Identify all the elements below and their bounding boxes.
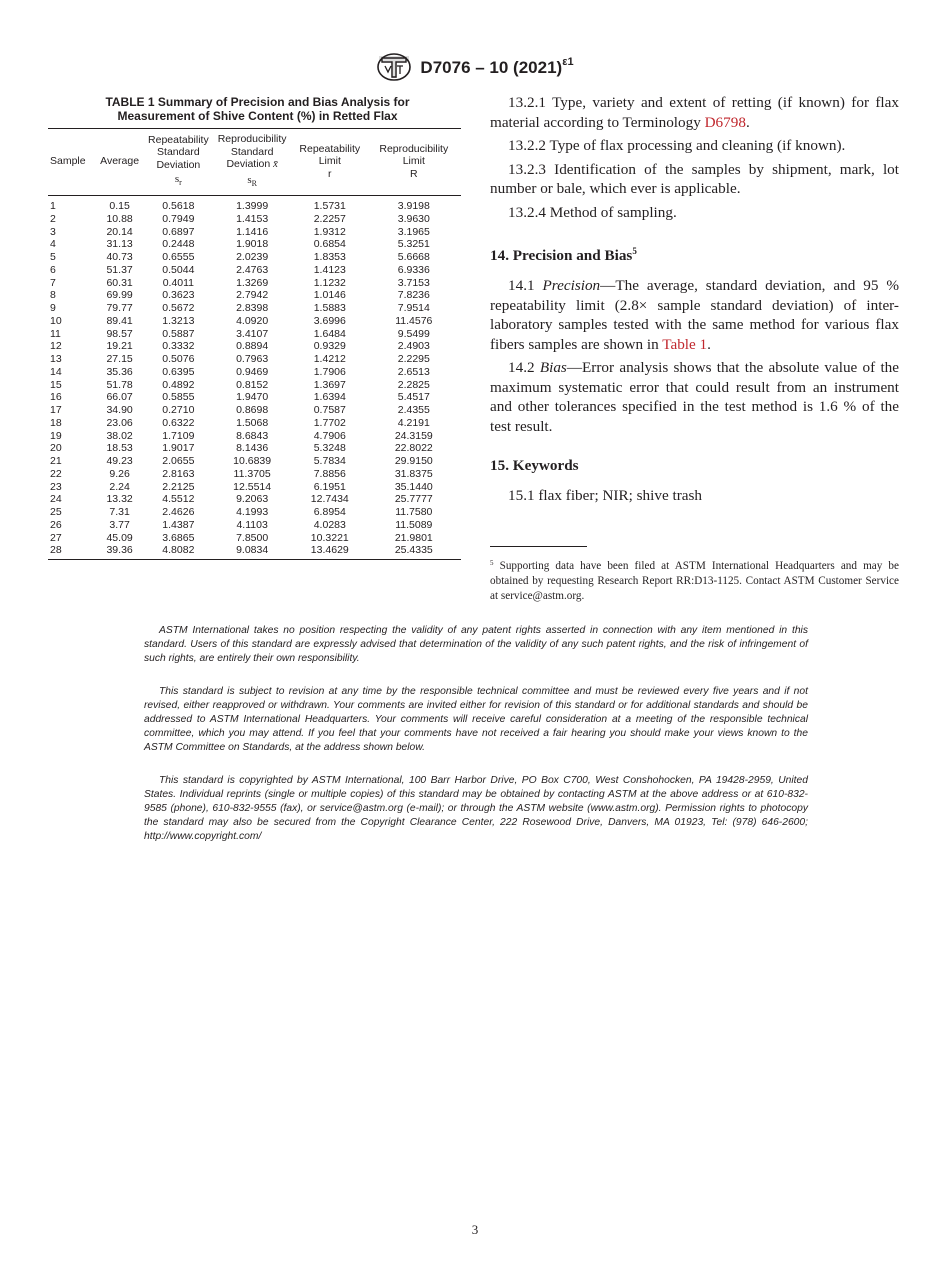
section-14-heading: 14. Precision and Bias$^5$ [490, 246, 637, 264]
table-cell: 4.0283 [313, 518, 346, 531]
table-cell: 0.6555 [162, 251, 195, 264]
table-cell: 3.9198 [397, 200, 430, 213]
table-cell: 0.7587 [313, 404, 346, 417]
table-cell: 0.4892 [162, 378, 195, 391]
table-cell: 79.77 [106, 302, 133, 315]
table-cell: 1.5731 [313, 200, 346, 213]
table-cell: 9.5499 [397, 327, 430, 340]
table-cell: 0.4011 [162, 276, 195, 289]
table-title: TABLE 1 Summary of Precision and Bias Analysis for Measurement of Shive Content (%) in Retted Flax [105, 95, 410, 123]
table-cell: 1.5068 [236, 416, 269, 429]
table-cell: 31.13 [106, 238, 133, 251]
table-cell: 69.99 [106, 289, 133, 302]
table-cell: 4.0920 [236, 314, 269, 327]
table-cell: 1.0146 [313, 289, 346, 302]
table-row [48, 506, 461, 519]
table-cell: 0.3623 [162, 289, 195, 302]
table-cell: 1.9017 [162, 442, 195, 455]
standard-designation: D7076 – 10 $(2021)^{\varepsilon 1}$ [420, 56, 574, 77]
table-row [48, 264, 461, 277]
table-cell: 7.8856 [313, 467, 346, 480]
table-cell: 2 [50, 212, 56, 225]
table-header [48, 129, 461, 196]
table-body [48, 196, 461, 560]
table-cell: 0.5618 [162, 200, 195, 213]
table-row [48, 455, 461, 468]
table-cell: 2.8398 [236, 302, 269, 315]
table-cell: 5 [50, 251, 56, 264]
table-cell: 11.3705 [233, 467, 271, 480]
table-cell: 1.7702 [313, 416, 346, 429]
table-cell: 18.53 [106, 442, 133, 455]
table-cell: 5.6668 [397, 251, 430, 264]
table-cell: 13.32 [106, 493, 133, 506]
table-cell: 7.31 [109, 506, 130, 519]
table-cell: 0.6322 [162, 416, 195, 429]
table-cell: 0.2448 [162, 238, 195, 251]
table-cell: 20.14 [106, 225, 133, 238]
revision-notice: This standard is subject to revision at any time by the responsible technical committee and must be reviewed every five years and if not revised, either reapproved or withdrawn. Your comments are invited either for revision of this standard or for additional standards and should be addressed to ASTM International Headquarters. Your comments will receive careful consideration at a meeting of the responsible technical committee, which you may attend. If you feel that your comments have not received a fair hearing you should make your views known to the ASTM Committee on Standards, at the address shown below. [144, 686, 808, 753]
table-cell: 7.9514 [397, 302, 430, 315]
table-cell: 10.88 [106, 212, 133, 225]
table-cell: 0.6395 [162, 365, 195, 378]
table-cell: 3.6865 [162, 531, 195, 544]
d6798-link[interactable]: D6798 [704, 113, 746, 131]
table-row [48, 519, 461, 532]
table-cell: 2.7942 [236, 289, 269, 302]
table-cell: 49.23 [106, 455, 133, 468]
table-cell: 5.3251 [397, 238, 430, 251]
table-cell: 6 [50, 263, 56, 276]
page-header [0, 52, 950, 82]
section-15-heading: 15. Keywords [490, 457, 579, 474]
table-cell: 2.4626 [162, 506, 195, 519]
table-cell: 9.26 [109, 467, 130, 480]
table-cell: 45.09 [106, 531, 133, 544]
table-row [48, 544, 461, 559]
table-cell: 3 [50, 225, 56, 238]
table-cell: 0.9469 [236, 365, 269, 378]
table-row [48, 493, 461, 506]
table-row [48, 468, 461, 481]
table-cell: 2.4903 [397, 340, 430, 353]
para-14-2: 14.2 Bias—Error analysis shows that the absolute value of the maximum systematic error that could result from an instrument and other tolerances specified in the test method is 1.6 % of the test result. [490, 359, 900, 435]
table-row [48, 417, 461, 430]
table-row [48, 315, 461, 328]
table-cell: 2.2257 [313, 212, 346, 225]
table-cell: 38.02 [106, 429, 133, 442]
table-cell: 1.4153 [236, 212, 269, 225]
table-cell: 98.57 [106, 327, 133, 340]
table-row [48, 302, 461, 315]
table-cell: 1.8353 [313, 251, 346, 264]
table-cell: 0.5076 [162, 353, 195, 366]
table-cell: 0.8152 [236, 378, 269, 391]
table-cell: 2.0655 [162, 455, 195, 468]
table-row [48, 277, 461, 290]
col-reproducibility-limit: Reproducibility Limit R [367, 129, 461, 196]
table-cell: 9.2063 [236, 493, 269, 506]
table-cell: 0.8698 [236, 404, 269, 417]
patent-notice: ASTM International takes no position respecting the validity of any patent rights asserted in connection with any item mentioned in this standard. Users of this standard are expressly advised that determination of the validity of any such patent rights, and the risk of infringement of such rights, are entirely their own responsibility. [144, 625, 808, 664]
table-cell: 27.15 [106, 353, 133, 366]
para-13-2-1: 13.2.1 Type, variety and extent of retting (if known) for flax material according to Terminology D6798. [490, 94, 899, 131]
table-cell: 11 [50, 327, 61, 340]
table-cell: 22.8022 [394, 442, 433, 455]
table-cell: 3.7153 [397, 276, 430, 289]
table-cell: 0.6897 [162, 225, 195, 238]
table-cell: 21.9801 [394, 531, 433, 544]
table-cell: 66.07 [106, 391, 133, 404]
table-cell: 1.1416 [236, 225, 269, 238]
table-cell: 11.5089 [395, 518, 433, 531]
table-cell: 1.5883 [313, 302, 346, 315]
table-cell: 6.8954 [313, 506, 346, 519]
table-cell: 15 [50, 378, 62, 391]
table-cell: 19.21 [106, 340, 133, 353]
table-cell: 6.9336 [397, 263, 430, 276]
table-cell: 12.7434 [310, 493, 349, 506]
table-cell: 2.2825 [397, 378, 430, 391]
table-cell: 51.37 [106, 263, 133, 276]
table-cell: 3.9630 [397, 212, 430, 225]
table-cell: 10.6839 [233, 455, 272, 468]
table-row [48, 289, 461, 302]
para-14-1: 14.1 Precision—The average, standard deviation, and 95 % repeatability limit (2.8× sample standard deviation) of inter-laboratory samples tested with the same method for various flax fibers samples are shown in Table 1. [490, 277, 899, 353]
table-cell: 8 [50, 289, 56, 302]
table-cell: 17 [50, 404, 62, 417]
table-cell: 1.9018 [236, 238, 269, 251]
table-cell: 4.1993 [236, 506, 269, 519]
table-cell: 13.4629 [293, 544, 367, 559]
table-cell: 51.78 [106, 378, 133, 391]
col-reproducibility-sd: Reproducibility Standard Deviation x̄ $s_R$ [211, 129, 293, 196]
table-cell: 2.4763 [236, 263, 269, 276]
table-cell: 8.6843 [236, 429, 269, 442]
table-cell: 13 [50, 353, 62, 366]
table-row [48, 366, 461, 379]
table-cell: 31.8375 [394, 467, 433, 480]
table-cell: 0.3332 [162, 340, 195, 353]
para-13-2-4: 13.2.4 Method of sampling. [508, 203, 677, 221]
table-row [48, 251, 461, 264]
table-cell: 1.7109 [162, 429, 195, 442]
table-cell: 2.0239 [236, 251, 269, 264]
table-cell: 27 [50, 531, 62, 544]
table-cell: 0.9329 [313, 340, 346, 353]
table-row [48, 404, 461, 417]
table-cell: 26 [50, 518, 62, 531]
table-cell: 1.3213 [162, 314, 195, 327]
table-row [48, 481, 461, 494]
table-section [48, 95, 461, 560]
table-cell: 9.0834 [211, 544, 293, 559]
table-cell: 2.4355 [397, 404, 430, 417]
table-cell: 5.3248 [313, 442, 346, 455]
table-cell: 11.4576 [395, 314, 433, 327]
table-cell: 40.73 [106, 251, 133, 264]
table-cell: 35.36 [106, 365, 133, 378]
table-cell: 21 [50, 455, 62, 468]
table-row [48, 391, 461, 404]
table-cell: 0.15 [109, 200, 130, 213]
table-cell: 34.90 [106, 404, 133, 417]
table-cell: 29.9150 [394, 455, 433, 468]
table-cell: 4.8082 [145, 544, 211, 559]
table-cell: 0.2710 [162, 404, 195, 417]
astm-logo-icon [376, 52, 412, 82]
table-cell: 0.6854 [313, 238, 346, 251]
table-cell: 2.8163 [162, 467, 195, 480]
table-cell: 12 [50, 340, 62, 353]
table-cell: 1.3999 [236, 200, 269, 213]
table-cell: 28 [48, 544, 94, 559]
table-cell: 4.7906 [313, 429, 346, 442]
table-cell: 8.1436 [236, 442, 269, 455]
footnote-divider [490, 546, 587, 547]
table-cell: 39.36 [94, 544, 146, 559]
table-cell: 1.4123 [313, 263, 346, 276]
table-cell: 22 [50, 467, 62, 480]
table-cell: 1.9470 [236, 391, 269, 404]
table-cell: 2.6513 [397, 365, 430, 378]
table-row [48, 340, 461, 353]
table-cell: 25.7777 [394, 493, 433, 506]
body-text-column [490, 93, 899, 510]
table-cell: 10.3221 [310, 531, 349, 544]
table-cell: 3.4107 [236, 327, 269, 340]
para-13-2-2: 13.2.2 Type of flax processing and cleaning (if known). [508, 137, 846, 154]
copyright-notice: This standard is copyrighted by ASTM International, 100 Barr Harbor Drive, PO Box C700, West Conshohocken, PA 19428-2959, United States. Individual reprints (single or multiple copies) of this standard may be obtained by contacting ASTM at the above address or at 610-832-9585 (phone), 610-832-9555 (fax), or service@astm.org (e-mail); or through the ASTM website (www.astm.org). Permission rights to photocopy the standard may also be secured from the Copyright Clearance Center, 222 Rosewood Drive, Danvers, MA 01923, Tel: (978) 646-2600; http://www.copyright.com/ [144, 775, 808, 842]
table-cell: 5.4517 [397, 391, 430, 404]
table-cell: 1.1232 [313, 276, 346, 289]
table-cell: 9 [50, 302, 56, 315]
table-cell: 1.6484 [313, 327, 346, 340]
table-cell: 19 [50, 429, 62, 442]
table-cell: 1.9312 [313, 225, 346, 238]
table-cell: 4.1103 [236, 518, 268, 531]
col-repeatability-sd: Repeatability Standard Deviation $s_r$ [145, 129, 211, 196]
table-cell: 1.4212 [313, 353, 346, 366]
table-cell: 23.06 [106, 416, 133, 429]
table-cell: 20 [50, 442, 62, 455]
table-cell: 0.5855 [162, 391, 195, 404]
table-cell: 11.7580 [395, 506, 433, 519]
table-cell: 25.4335 [367, 544, 461, 559]
table-cell: 60.31 [106, 276, 133, 289]
table-row [48, 532, 461, 545]
table-cell: 18 [50, 416, 62, 429]
footnote-5: $^5$ Supporting data have been filed at ASTM International Headquarters and may be obtained by requesting Research Report RR:D13-1125. Contact ASTM Customer Service at service@astm.org. [490, 559, 899, 602]
table-cell: 2.24 [109, 480, 130, 493]
table-cell: 16 [50, 391, 62, 404]
table-cell: 10 [50, 314, 62, 327]
table-cell: 7.8236 [397, 289, 430, 302]
table-cell: 24 [50, 493, 62, 506]
table-cell: 3.1965 [397, 225, 430, 238]
col-sample: Sample [48, 129, 94, 196]
table-cell: 1.3269 [236, 276, 269, 289]
col-average: Average [94, 129, 146, 196]
table-row [48, 328, 461, 341]
table-cell: 6.1951 [313, 480, 346, 493]
table-cell: 14 [50, 365, 62, 378]
table-cell: 0.5887 [162, 327, 195, 340]
table-cell: 0.5044 [162, 263, 195, 276]
table-cell: 4 [50, 238, 56, 251]
page-number: 3 [471, 1222, 479, 1237]
table-cell: 3.6996 [313, 314, 346, 327]
para-15-1: 15.1 flax fiber; NIR; shive trash [508, 487, 703, 504]
table-cell: 25 [50, 506, 62, 519]
table-cell: 7 [50, 276, 56, 289]
table-cell: 4.5512 [162, 493, 195, 506]
para-13-2-3: 13.2.3 Identification of the samples by shipment, mark, lot number or bale, which ever is applicable. [490, 160, 899, 197]
table-cell: 24.3159 [394, 429, 433, 442]
table-cell: 1 [50, 200, 56, 213]
table-cell: 0.7963 [236, 353, 269, 366]
table-row [48, 379, 461, 392]
table-cell: 0.5672 [162, 302, 195, 315]
table-cell: 2.2125 [162, 480, 195, 493]
table-cell: 1.3697 [313, 378, 346, 391]
table-cell: 89.41 [106, 314, 133, 327]
table-cell: 3.77 [109, 518, 130, 531]
table-cell: 2.2295 [397, 353, 430, 366]
table-cell: 0.8894 [236, 340, 269, 353]
table-cell: 4.2191 [397, 416, 430, 429]
table-row [48, 442, 461, 455]
table-row [48, 238, 461, 251]
table-row [48, 226, 461, 239]
table-row [48, 196, 461, 213]
col-repeatability-limit: Repeatability Limit r [293, 129, 367, 196]
table-row [48, 430, 461, 443]
table-cell: 1.7906 [313, 365, 346, 378]
table-cell: 23 [50, 480, 62, 493]
table-cell: 5.7834 [313, 455, 346, 468]
table-row [48, 213, 461, 226]
table-cell: 1.6394 [313, 391, 346, 404]
precision-table [48, 128, 461, 560]
table-row [48, 353, 461, 366]
table-cell: 35.1440 [394, 480, 433, 493]
table-cell: 7.8500 [236, 531, 269, 544]
table-1-link[interactable]: Table 1 [662, 335, 708, 353]
table-cell: 0.7949 [162, 212, 195, 225]
table-cell: 12.5514 [233, 480, 272, 493]
table-cell: 1.4387 [162, 518, 195, 531]
